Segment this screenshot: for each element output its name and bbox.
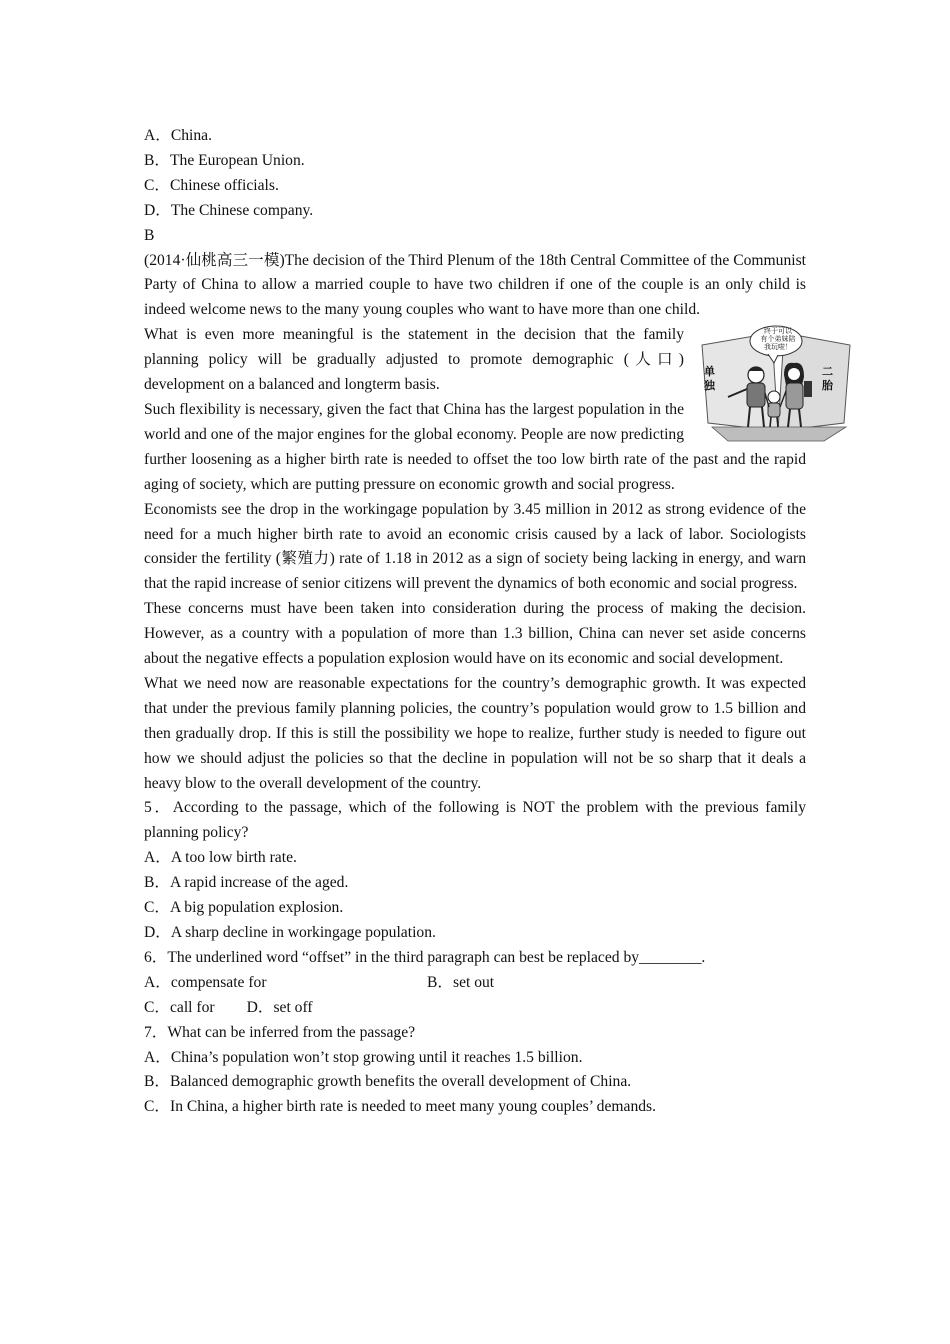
cartoon-bubble-line-2: 有个弟妹陪 <box>760 335 796 344</box>
q7-option-b: B．Balanced demographic growth benefits the overall development of China. <box>144 1073 632 1091</box>
q6-option-c: C．call for <box>144 998 215 1016</box>
section-label: B <box>144 226 155 244</box>
q6-option-d: D．set off <box>246 998 313 1016</box>
q5-stem: 5．According to the passage, which of the following is NOT the problem with the previous family planning policy? <box>144 799 806 842</box>
q4-option-d: D．The Chinese company. <box>144 201 314 219</box>
passage-paragraph-2: What is even more meaningful is the statement in the decision that the family planning policy will be gradually adjusted to promote demographic (人口) development on a balanced and longterm basis. <box>144 326 684 394</box>
q5-option-a: A．A too low birth rate. <box>144 849 297 867</box>
cartoon-bubble-line-3: 我玩啦！ <box>764 343 792 352</box>
q4-option-c: C．Chinese officials. <box>144 176 279 194</box>
q6-options-row-2 <box>144 996 806 1021</box>
passage-paragraph-4: Economists see the drop in the workingage population by 3.45 million in 2012 as strong evidence of the need for a much higher birth rate to avoid an economic crisis caused by a lack of labor. Sociologists consider the fertility (繁殖力) rate of 1.18 in 2012 as a sign of society being lacking in energy, and warn that the rapid increase of senior citizens will prevent the dynamics of both economic and social progress. <box>144 500 806 593</box>
cartoon-bubble-line-1: 终于可以 <box>764 327 792 336</box>
q6-option-a: A．compensate for <box>144 973 267 991</box>
passage-paragraph-6: What we need now are reasonable expectations for the country’s demographic growth. It was expected that under the previous family planning policies, the country’s population would grow to 1.5 billion and then gradually drop. If this is still the possibility we hope to realize, further study is needed to figure out how we should adjust the policies so that the decline in population will not be so sharp that it deals a heavy blow to the overall development of the country. <box>144 674 806 792</box>
passage-paragraph-1: (2014·仙桃高三一模)The decision of the Third Plenum of the 18th Central Committee of the Communist Party of China to allow a married couple to have two children if one of the couple is an only child is indeed welcome news to the many young couples who want to have more than one child. <box>144 251 806 319</box>
q7-stem: 7．What can be inferred from the passage? <box>144 1023 416 1041</box>
q6-option-b: B．set out <box>427 973 495 991</box>
q7-option-a: A．China’s population won’t stop growing until it reaches 1.5 billion. <box>144 1048 583 1066</box>
q6-stem: 6．The underlined word “offset” in the third paragraph can best be replaced by________. <box>144 948 706 966</box>
q4-option-a: A．China. <box>144 127 213 144</box>
q5-option-b: B．A rapid increase of the aged. <box>144 874 349 892</box>
q6-options-row-1 <box>144 971 806 996</box>
q5-option-c: C．A big population explosion. <box>144 899 344 917</box>
q7-option-c: C．In China, a higher birth rate is needed to meet many young couples’ demands. <box>144 1098 657 1116</box>
cartoon-right-label-1: 二 <box>822 365 833 379</box>
document-page <box>144 124 833 1120</box>
q5-option-d: D．A sharp decline in workingage population. <box>144 924 436 941</box>
passage-paragraph-3: Such flexibility is necessary, given the fact that China has the largest population in the world and one of the major engines for the global economy. People are now predicting further loosening as a higher birth rate is needed to offset the too low birth rate of the past and the rapid aging of society, which are putting pressure on economic growth and social progress. <box>144 400 806 493</box>
q4-option-b: B．The European Union. <box>144 151 305 169</box>
cartoon-left-label-1: 单 <box>704 365 715 379</box>
cartoon-right-label-2: 胎 <box>822 379 833 393</box>
passage-paragraph-5: These concerns must have been taken into consideration during the process of making the decision. However, as a country with a population of more than 1.3 billion, China can never set aside concerns about the negative effects a population explosion would have on its economic and social development. <box>144 600 806 668</box>
cartoon-illustration <box>698 323 856 445</box>
cartoon-left-label-2: 独 <box>704 379 715 393</box>
